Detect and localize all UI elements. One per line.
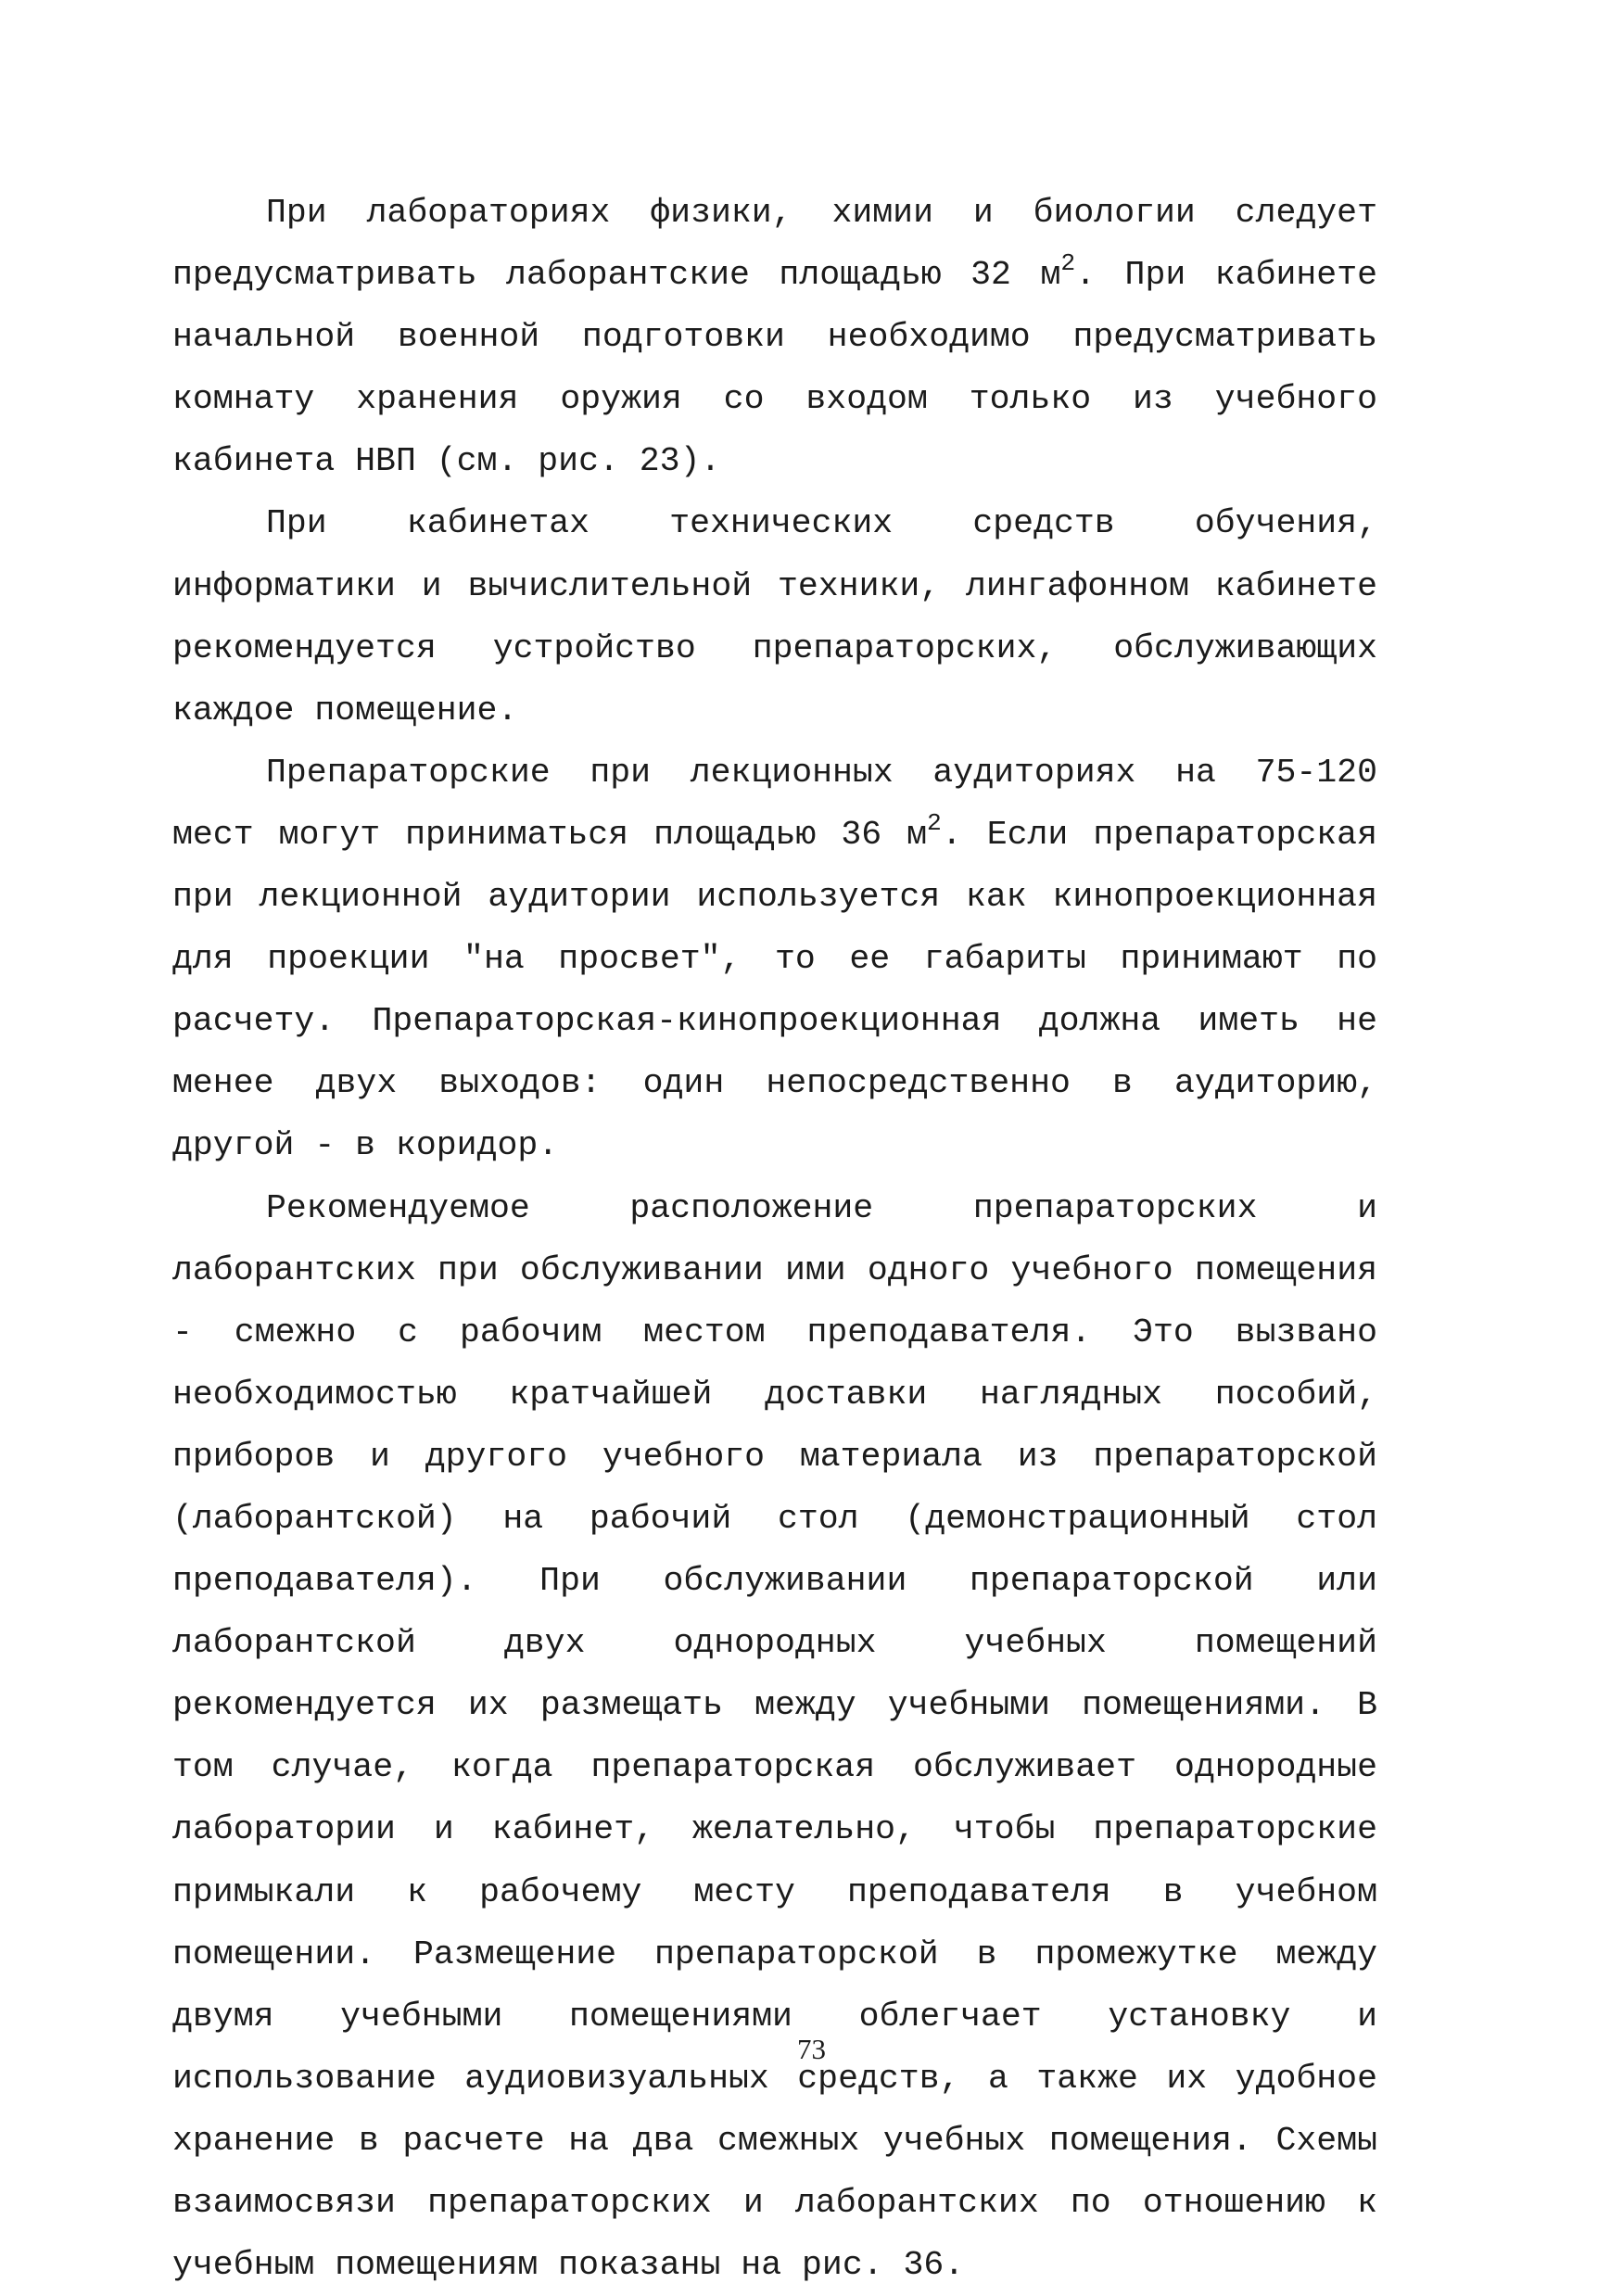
- paragraph-placement: [172, 1177, 1377, 2296]
- paragraph-text: При кабинетах технических средств обучения, информатики и вычислительной техники, лингафонном кабинете рекомендуется устройство препараторских, обслуживающих каждое помещение.: [172, 504, 1377, 729]
- paragraph-text: . При кабинете начальной военной подготовки необходимо предусматривать комнату хранения оружия со входом только из учебного кабинета НВП (см. рис. 23).: [172, 256, 1377, 480]
- paragraph-laboratories: [172, 182, 1377, 492]
- paragraph-text: Рекомендуемое расположение препараторских и лаборантских при обслуживании ими одного учебного помещения - смежно с рабочим местом преподавателя. Это вызвано необходимостью кратчайшей доставки наглядных пособий, приборов и другого учебного материала из препараторской (лаборантской) на рабочий стол (демонстрационный стол преподавателя). При обслуживании препараторской или лаборантской двух однородных учебных помещений рекомендуется их размещать между учебными помещениями. В том случае, когда препараторская обслуживает однородные лаборатории и кабинет, желательно, чтобы препараторские примыкали к рабочему месту преподавателя в учебном помещении. Размещение препараторской в промежутке между двумя учебными помещениями облегчает установку и использование аудиовизуальных средств, а также их удобное хранение в расчете на два смежных учебных помещения. Схемы взаимосвязи препараторских и лаборантских по отношению к учебным помещениям показаны на рис. 36.: [172, 1189, 1377, 2285]
- paragraph-text: . Если препараторская при лекционной аудитории используется как кинопроекционная для проекции "на просвет", то ее габариты принимают по расчету. Препараторская-кинопроекционная должна иметь не менее двух выходов: один непосредственно в аудиторию, другой - в коридор.: [172, 816, 1377, 1164]
- paragraph-lecture-halls: [172, 742, 1377, 1177]
- page-number: 73: [0, 2033, 1623, 2066]
- body-text: [172, 182, 1377, 2296]
- superscript-exponent: 2: [927, 809, 942, 837]
- paragraph-text: При лабораториях физики, химии и биологии следует предусматривать лаборантские площадью 32 м: [172, 194, 1377, 294]
- paragraph-technical-cabinets: [172, 492, 1377, 741]
- superscript-exponent: 2: [1060, 249, 1075, 277]
- paragraph-text: Препараторские при лекционных аудиториях на 75-120 мест могут приниматься площадью 36 м: [172, 754, 1377, 854]
